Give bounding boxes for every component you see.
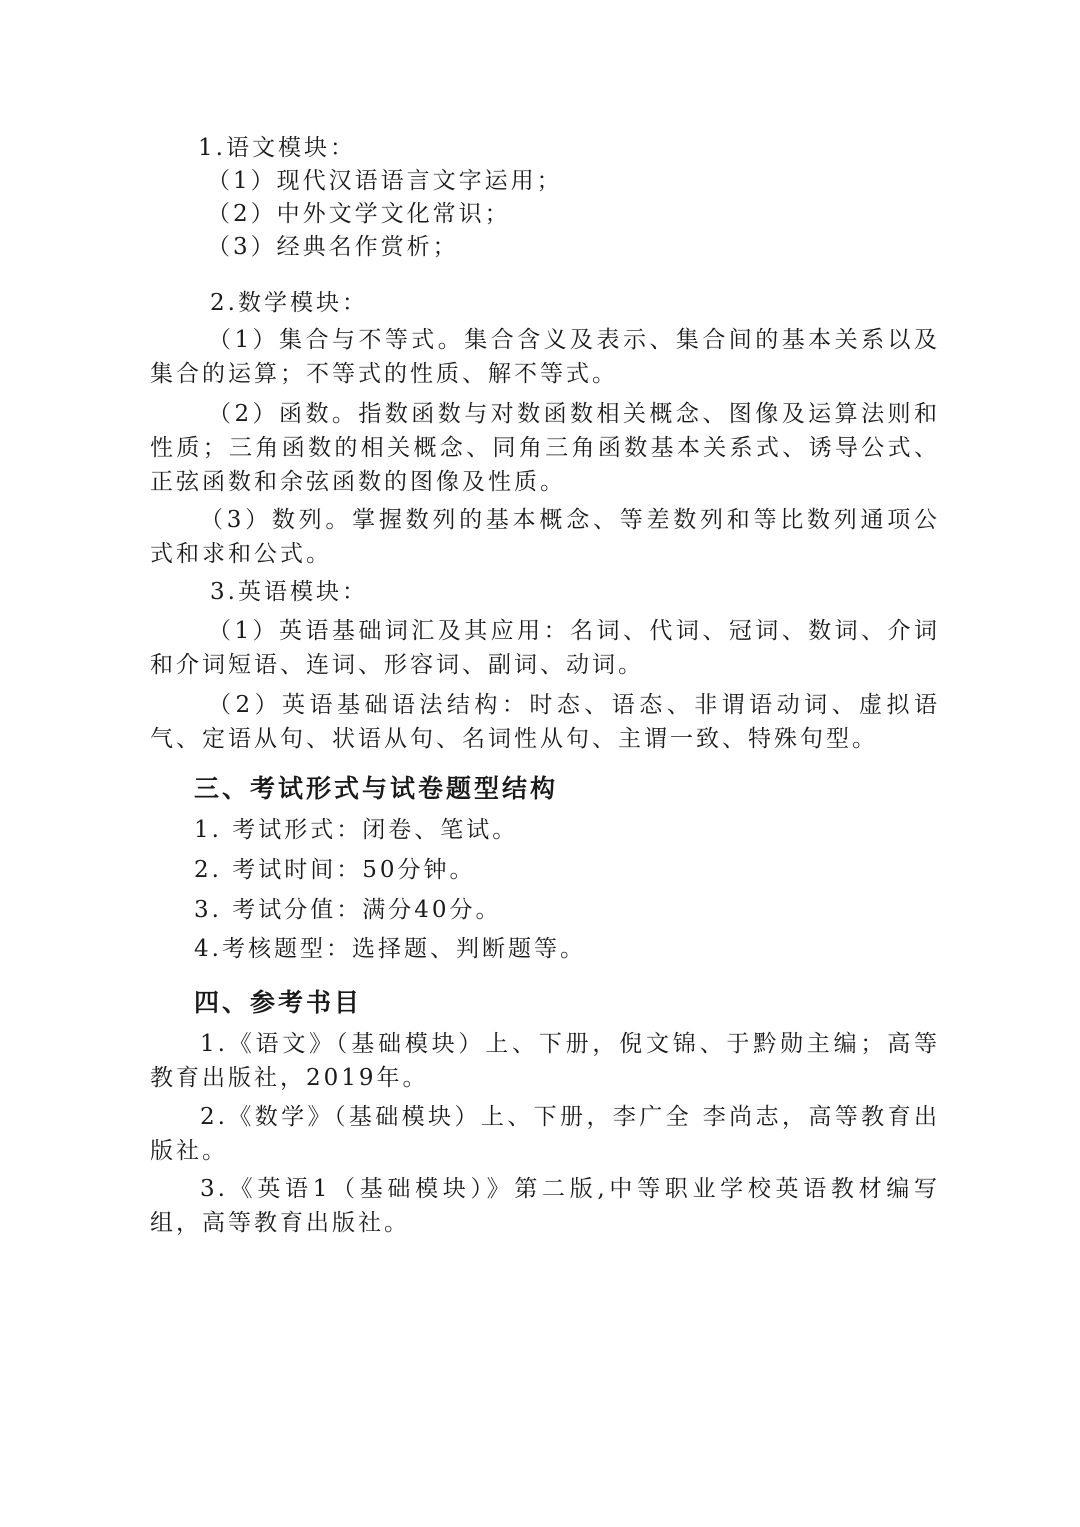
section-3-heading: 三、考试形式与试卷题型结构 <box>194 774 559 803</box>
exam-format-item-4: 4.考核题型：选择题、判断题等。 <box>194 936 586 962</box>
section-4-heading: 四、参考书目 <box>194 988 363 1017</box>
exam-format-item-1: 1. 考试形式：闭卷、笔试。 <box>194 817 519 843</box>
chinese-item-2: （2）中外文学文化常识； <box>207 201 511 227</box>
english-item-1: （1）英语基础词汇及其应用：名词、代词、冠词、数词、介词和介词短语、连词、形容词、副词、动词。 <box>150 618 940 678</box>
reference-item-2: 2.《数学》（基础模块）上、下册，李广全 李尚志，高等教育出版社。 <box>150 1104 940 1164</box>
english-module-title: 3.英语模块： <box>210 579 368 605</box>
math-item-2: （2）函数。指数函数与对数函数相关概念、图像及运算法则和性质；三角函数的相关概念、同角三角函数基本关系式、诱导公式、正弦函数和余弦函数的图像及性质。 <box>150 401 940 495</box>
math-item-1: （1）集合与不等式。集合含义及表示、集合间的基本关系以及集合的运算；不等式的性质、解不等式。 <box>150 327 940 387</box>
chinese-module-title: 1.语文模块： <box>198 135 356 161</box>
math-module-title: 2.数学模块： <box>210 290 368 316</box>
english-item-2: （2）英语基础语法结构：时态、语态、非谓语动词、虚拟语气、定语从句、状语从句、名词性从句、主谓一致、特殊句型。 <box>150 692 940 752</box>
math-item-3: （3）数列。掌握数列的基本概念、等差数列和等比数列通项公式和求和公式。 <box>150 507 940 567</box>
chinese-item-3: （3）经典名作赏析； <box>207 234 459 260</box>
reference-item-3: 3.《英语1（基础模块）》第二版,中等职业学校英语教材编写组，高等教育出版社。 <box>150 1176 940 1236</box>
chinese-item-1: （1）现代汉语语言文字运用； <box>207 168 563 194</box>
reference-item-1: 1.《语文》（基础模块）上、下册，倪文锦、于黔勋主编；高等教育出版社，2019年。 <box>150 1031 940 1091</box>
exam-format-item-2: 2. 考试时间：50分钟。 <box>194 857 476 883</box>
exam-format-item-3: 3. 考试分值：满分40分。 <box>194 897 502 923</box>
